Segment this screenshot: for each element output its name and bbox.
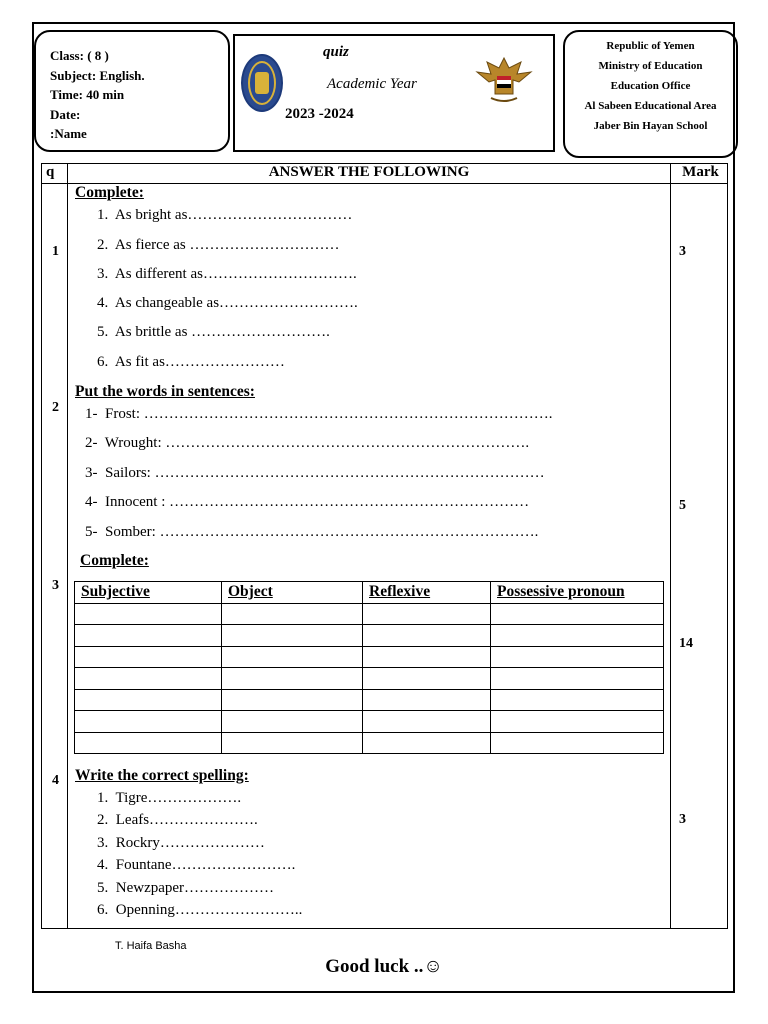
table-row: [75, 603, 664, 625]
answer-cell[interactable]: [363, 603, 491, 625]
question-number: 4: [52, 773, 59, 788]
q2-item: 5- Somber: ………………………………………………………………….: [85, 524, 539, 540]
answer-cell[interactable]: [222, 689, 363, 711]
question-mark: 5: [679, 498, 686, 513]
q4-item: 5. Newzpaper………………: [97, 880, 275, 896]
q2-item: 4- Innocent : ………………………………………………………………: [85, 494, 530, 510]
question-number: 1: [52, 244, 59, 259]
q1-title: Complete:: [75, 184, 144, 201]
answer-cell[interactable]: [491, 711, 664, 733]
answer-cell[interactable]: [363, 732, 491, 754]
answer-cell[interactable]: [491, 689, 664, 711]
answer-cell[interactable]: [222, 668, 363, 690]
answer-cell[interactable]: [491, 732, 664, 754]
ministry-line: Education Office: [610, 80, 691, 92]
table-row: [75, 646, 664, 668]
question-mark: 3: [679, 812, 686, 827]
table-row: [75, 732, 664, 754]
answer-cell[interactable]: [75, 689, 222, 711]
good-luck-text: Good luck ..☺: [325, 956, 443, 977]
teacher-name: T. Haifa Basha: [115, 940, 187, 952]
answer-cell[interactable]: [363, 689, 491, 711]
answer-cell[interactable]: [75, 668, 222, 690]
q1-item: 5. As brittle as ……………………….: [97, 324, 330, 340]
column-divider: [670, 164, 671, 928]
school-logo: [241, 54, 283, 112]
question-number: 3: [52, 578, 59, 593]
table-row: [75, 625, 664, 647]
column-header: Possessive pronoun: [491, 582, 664, 604]
answer-cell[interactable]: [222, 603, 363, 625]
answer-cell[interactable]: [491, 646, 664, 668]
class-label: Class: ( 8 ): [50, 48, 109, 63]
answer-cell[interactable]: [363, 646, 491, 668]
q4-item: 2. Leafs………………….: [97, 812, 258, 828]
answer-cell[interactable]: [363, 711, 491, 733]
answer-cell[interactable]: [363, 668, 491, 690]
q1-item: 6. As fit as……………………: [97, 354, 285, 370]
answer-cell[interactable]: [222, 646, 363, 668]
table-row: [75, 668, 664, 690]
academic-year-value: 2023 -2024: [285, 106, 354, 122]
answer-cell[interactable]: [75, 625, 222, 647]
q4-item: 1. Tigre……………….: [97, 790, 242, 806]
answer-cell[interactable]: [491, 603, 664, 625]
ministry-line: Al Sabeen Educational Area: [584, 100, 717, 112]
ministry-line: Republic of Yemen: [606, 40, 695, 52]
q2-item: 1- Frost: ……………………………………………………………………….: [85, 406, 553, 422]
q1-item: 4. As changeable as……………………….: [97, 295, 358, 311]
table-row: [75, 689, 664, 711]
answer-cell[interactable]: [75, 711, 222, 733]
q4-title: Write the correct spelling:: [75, 767, 249, 784]
answer-cell[interactable]: [75, 603, 222, 625]
subject-label: Subject: English.: [50, 67, 145, 83]
answer-cell[interactable]: [75, 732, 222, 754]
column-divider: [67, 164, 68, 928]
date-label: Date:: [50, 106, 81, 122]
column-header: Subjective: [75, 582, 222, 604]
header-divider: [42, 183, 727, 184]
yemen-emblem-icon: [473, 54, 535, 106]
answer-cell[interactable]: [491, 668, 664, 690]
ministry-line: Ministry of Education: [598, 60, 703, 72]
quiz-label: quiz: [323, 44, 349, 60]
quiz-title-box: [233, 34, 555, 152]
q1-item: 2. As fierce as …………………………: [97, 237, 340, 253]
q1-item: 1. As bright as……………………………: [97, 207, 353, 223]
column-header: Reflexive: [363, 582, 491, 604]
student-info-box: [34, 30, 230, 152]
question-mark: 3: [679, 244, 686, 259]
answer-cell[interactable]: [222, 732, 363, 754]
answer-cell[interactable]: [491, 625, 664, 647]
answer-cell[interactable]: [222, 711, 363, 733]
q2-item: 2- Wrought: ……………………………………………………………….: [85, 435, 530, 451]
q4-item: 4. Fountane…………………….: [97, 857, 296, 873]
answer-cell[interactable]: [222, 625, 363, 647]
header-mark: Mark: [682, 164, 719, 180]
name-label: :Name: [50, 126, 87, 141]
q3-title: Complete:: [80, 552, 149, 569]
q4-item: 6. Openning……………………..: [97, 902, 303, 918]
time-label: Time: 40 min: [50, 87, 125, 102]
table-row: [75, 711, 664, 733]
question-number: 2: [52, 400, 59, 415]
q2-item: 3- Sailors: ……………………………………………………………………: [85, 465, 545, 481]
header-q: q: [46, 164, 55, 180]
answer-cell[interactable]: [363, 625, 491, 647]
pronoun-table: [74, 581, 664, 754]
q4-item: 3. Rockry…………………: [97, 835, 265, 851]
answer-cell[interactable]: [75, 646, 222, 668]
ministry-box: [563, 30, 738, 158]
q1-item: 3. As different as………………………….: [97, 266, 357, 282]
header-main: ANSWER THE FOLLOWING: [268, 164, 470, 180]
question-mark: 14: [679, 636, 693, 651]
ministry-line: Jaber Bin Hayan School: [593, 120, 708, 132]
column-header: Object: [222, 582, 363, 604]
academic-year-label: Academic Year: [327, 76, 417, 92]
q2-title: Put the words in sentences:: [75, 383, 255, 400]
